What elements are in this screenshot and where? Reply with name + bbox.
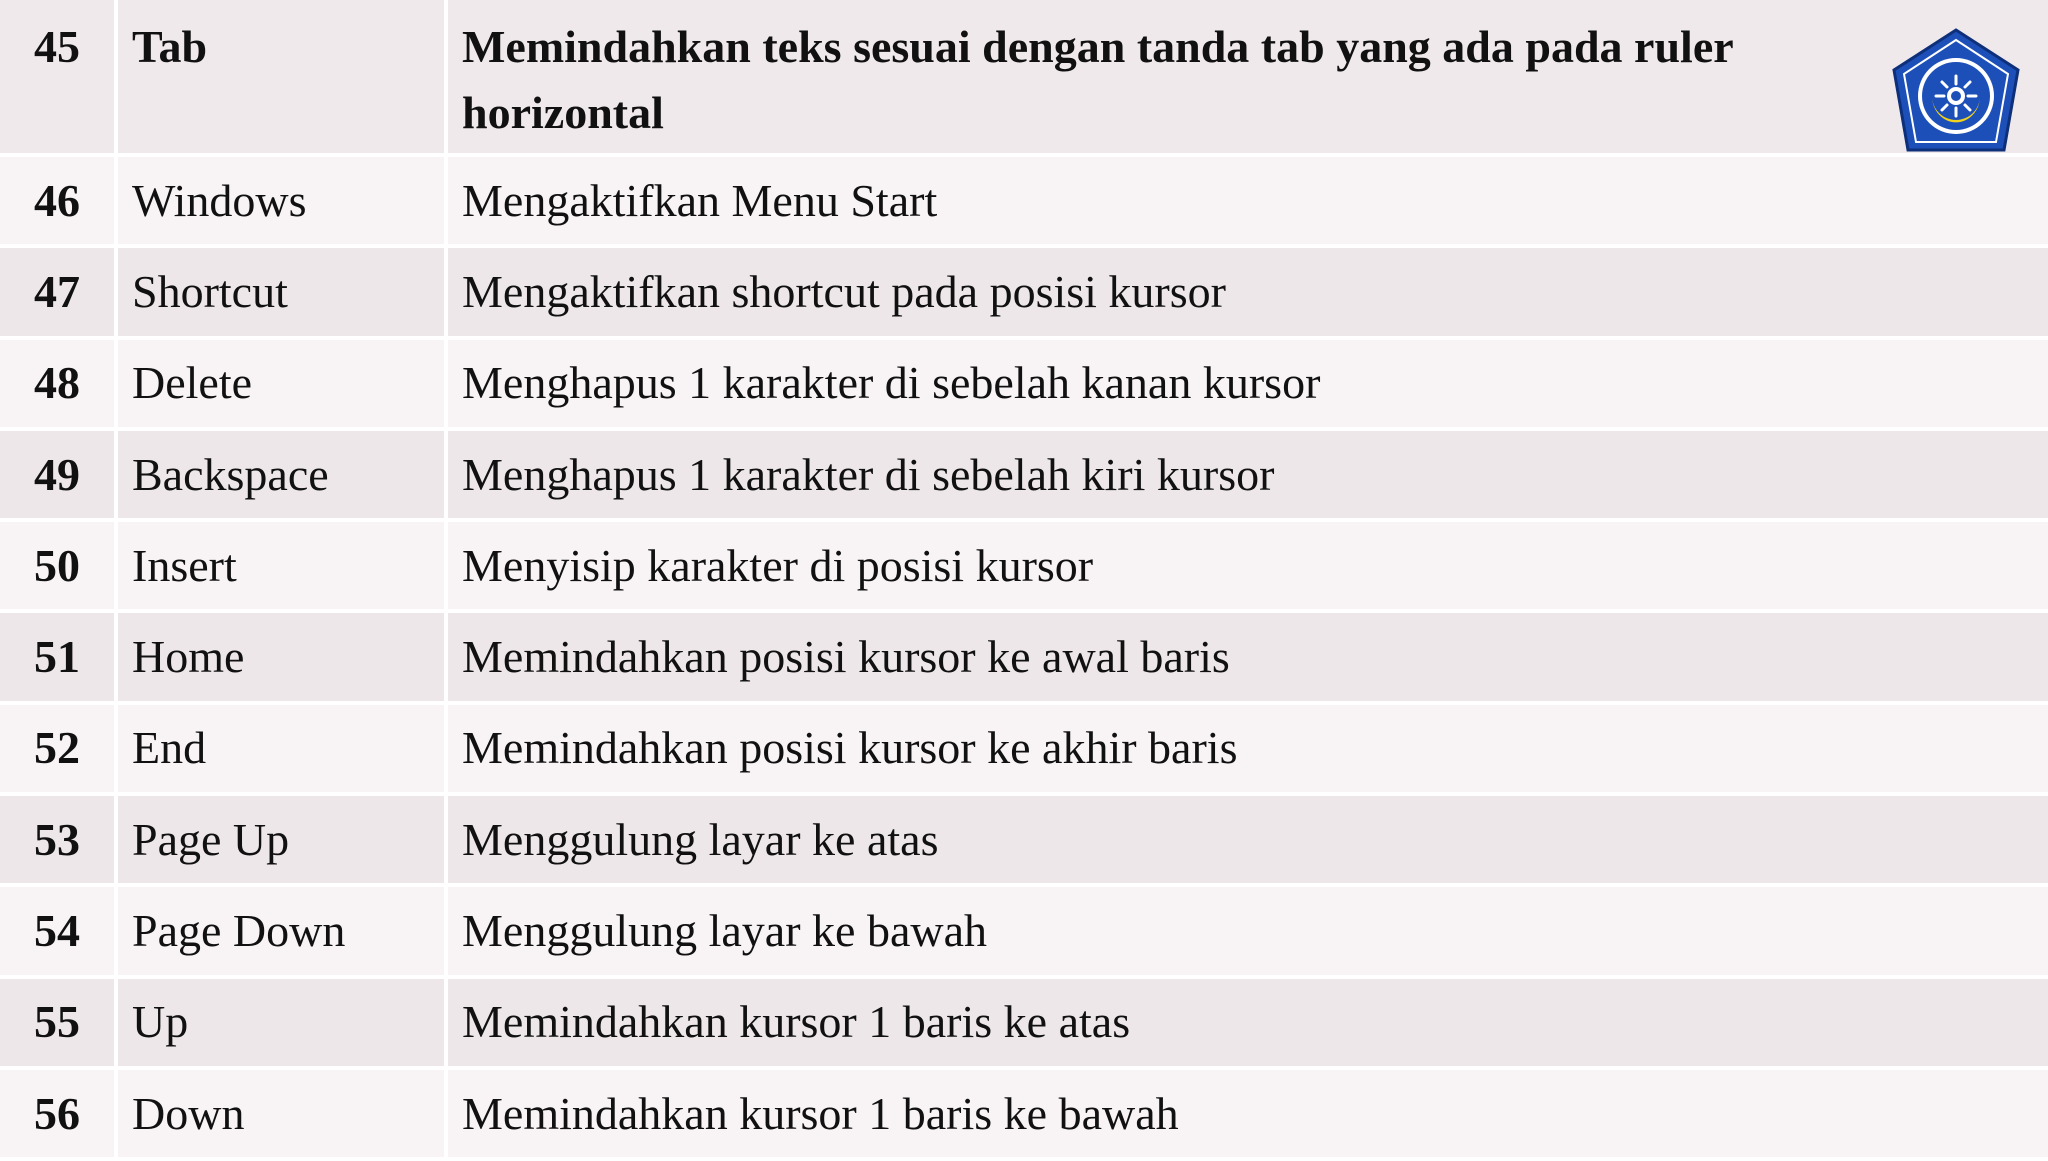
row-key: Page Down [118, 887, 448, 974]
row-number: 51 [0, 613, 118, 700]
row-description: Menghapus 1 karakter di sebelah kiri kursor [462, 448, 1275, 500]
table-row [0, 1070, 2048, 1161]
table-row [0, 613, 2048, 704]
row-description: Menghapus 1 karakter di sebelah kanan kursor [462, 357, 1321, 409]
row-key: Shortcut [118, 248, 448, 335]
row-number: 49 [0, 431, 118, 518]
table-row [0, 887, 2048, 978]
table-row [0, 340, 2048, 431]
row-number: 48 [0, 340, 118, 427]
table-row [0, 248, 2048, 339]
row-key: Up [118, 979, 448, 1066]
row-number: 54 [0, 887, 118, 974]
row-key: Home [118, 613, 448, 700]
table-row [0, 705, 2048, 796]
row-description: Memindahkan kursor 1 baris ke atas [462, 996, 1131, 1048]
row-key: Delete [118, 340, 448, 427]
row-description: Memindahkan kursor 1 baris ke bawah [462, 1087, 1179, 1139]
table-row [0, 522, 2048, 613]
row-key: End [118, 705, 448, 792]
row-description: Mengaktifkan shortcut pada posisi kursor [462, 265, 1226, 317]
table-row [0, 796, 2048, 887]
row-number: 53 [0, 796, 118, 883]
table-row [0, 431, 2048, 522]
row-number: 45 [0, 0, 118, 153]
row-key: Insert [118, 522, 448, 609]
row-description: Memindahkan posisi kursor ke awal baris [462, 631, 1230, 683]
row-number: 55 [0, 979, 118, 1066]
university-seal-icon [1886, 26, 2026, 166]
row-number: 52 [0, 705, 118, 792]
row-description: Mengaktifkan Menu Start [462, 174, 938, 226]
row-number: 47 [0, 248, 118, 335]
row-key: Down [118, 1070, 448, 1157]
row-description: Menggulung layar ke atas [462, 813, 939, 865]
row-number: 56 [0, 1070, 118, 1157]
table-row [0, 0, 2048, 157]
row-description: Menggulung layar ke bawah [462, 905, 988, 957]
row-key: Backspace [118, 431, 448, 518]
row-key: Tab [118, 0, 448, 153]
row-key: Windows [118, 157, 448, 244]
row-number: 50 [0, 522, 118, 609]
table-row [0, 979, 2048, 1070]
row-description: Memindahkan posisi kursor ke akhir baris [462, 722, 1238, 774]
table-row [0, 157, 2048, 248]
row-description: Menyisip karakter di posisi kursor [462, 539, 1094, 591]
row-key: Page Up [118, 796, 448, 883]
row-description: Memindahkan teks sesuai dengan tanda tab yang ada pada ruler horizontal [462, 21, 1733, 138]
row-number: 46 [0, 157, 118, 244]
